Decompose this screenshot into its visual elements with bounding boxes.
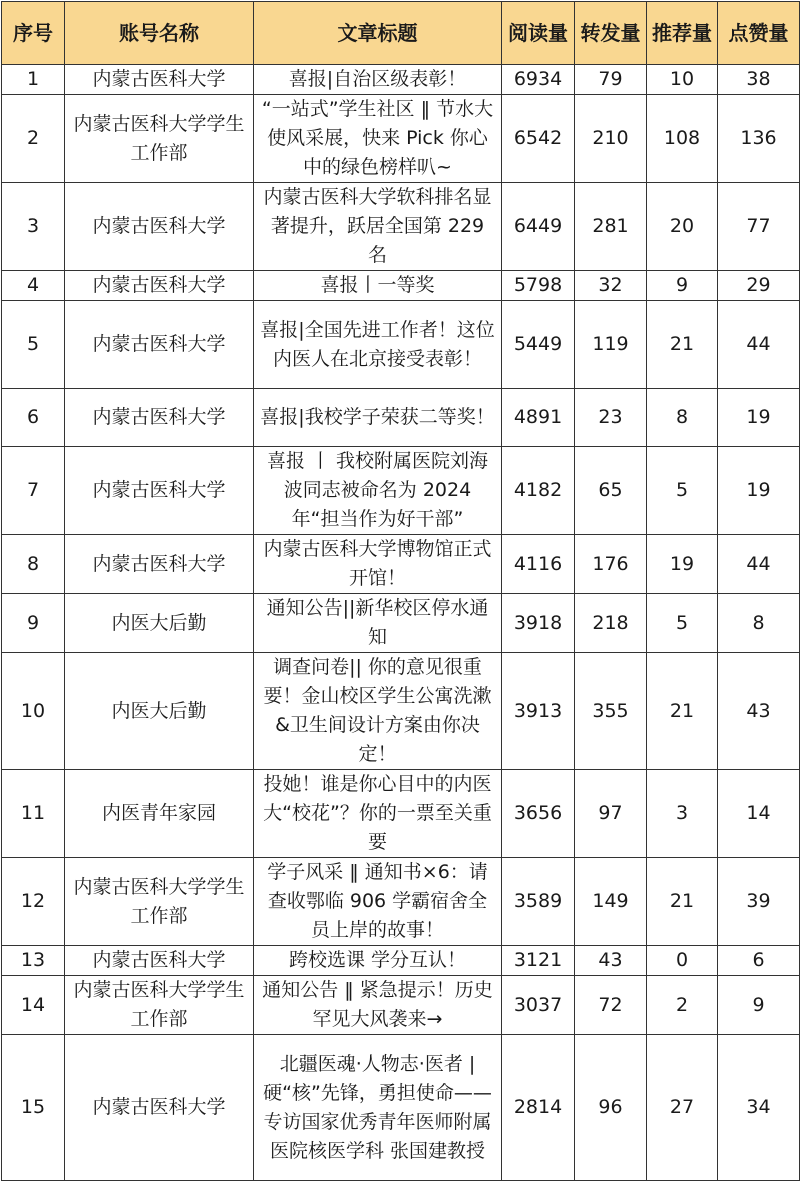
cell-forward: 65 — [575, 447, 647, 535]
cell-recommend: 0 — [647, 946, 718, 976]
cell-forward: 32 — [575, 271, 647, 301]
cell-read: 3656 — [502, 770, 575, 858]
cell-forward: 281 — [575, 183, 647, 271]
cell-no: 10 — [2, 653, 65, 770]
cell-forward: 23 — [575, 389, 647, 447]
cell-title: 喜报 丨 我校附属医院刘海波同志被命名为 2024 年“担当作为好干部” — [254, 447, 502, 535]
cell-account: 内医大后勤 — [65, 594, 254, 653]
cell-forward: 72 — [575, 976, 647, 1035]
cell-no: 9 — [2, 594, 65, 653]
cell-like: 136 — [718, 95, 800, 183]
cell-recommend: 21 — [647, 858, 718, 946]
cell-forward: 97 — [575, 770, 647, 858]
table-row — [2, 946, 800, 976]
ranking-table — [1, 1, 800, 1181]
cell-read: 3918 — [502, 594, 575, 653]
table-row — [2, 183, 800, 271]
cell-recommend: 20 — [647, 183, 718, 271]
cell-like: 29 — [718, 271, 800, 301]
cell-recommend: 8 — [647, 389, 718, 447]
cell-recommend: 2 — [647, 976, 718, 1035]
cell-read: 5449 — [502, 301, 575, 389]
cell-title: 喜报丨一等奖 — [254, 271, 502, 301]
cell-no: 14 — [2, 976, 65, 1035]
cell-title: 通知公告 ‖ 紧急提示！历史罕见大风袭来→ — [254, 976, 502, 1035]
cell-forward: 149 — [575, 858, 647, 946]
table-row — [2, 301, 800, 389]
cell-account: 内蒙古医科大学 — [65, 301, 254, 389]
cell-account: 内医大后勤 — [65, 653, 254, 770]
cell-no: 13 — [2, 946, 65, 976]
cell-recommend: 21 — [647, 653, 718, 770]
cell-no: 15 — [2, 1035, 65, 1181]
cell-read: 3037 — [502, 976, 575, 1035]
cell-recommend: 5 — [647, 447, 718, 535]
cell-like: 44 — [718, 535, 800, 594]
table-row — [2, 858, 800, 946]
table-row — [2, 1035, 800, 1181]
cell-read: 3589 — [502, 858, 575, 946]
cell-read: 2814 — [502, 1035, 575, 1181]
cell-forward: 355 — [575, 653, 647, 770]
cell-read: 4116 — [502, 535, 575, 594]
cell-like: 77 — [718, 183, 800, 271]
table-row — [2, 389, 800, 447]
cell-title: 通知公告||新华校区停水通知 — [254, 594, 502, 653]
cell-forward: 79 — [575, 65, 647, 95]
cell-like: 19 — [718, 389, 800, 447]
cell-forward: 218 — [575, 594, 647, 653]
cell-account: 内蒙古医科大学 — [65, 447, 254, 535]
cell-forward: 96 — [575, 1035, 647, 1181]
cell-no: 4 — [2, 271, 65, 301]
table-row — [2, 976, 800, 1035]
cell-like: 38 — [718, 65, 800, 95]
cell-like: 44 — [718, 301, 800, 389]
cell-account: 内蒙古医科大学 — [65, 271, 254, 301]
cell-read: 6934 — [502, 65, 575, 95]
cell-like: 6 — [718, 946, 800, 976]
cell-read: 3121 — [502, 946, 575, 976]
header-title: 文章标题 — [254, 2, 502, 65]
header-read: 阅读量 — [502, 2, 575, 65]
cell-title: 喜报|全国先进工作者！这位内医人在北京接受表彰！ — [254, 301, 502, 389]
cell-like: 34 — [718, 1035, 800, 1181]
cell-account: 内蒙古医科大学学生工作部 — [65, 95, 254, 183]
cell-title: 北疆医魂·人物志·医者 | 硬“核”先锋，勇担使命——专访国家优秀青年医师附属医院核医学科 张国建教授 — [254, 1035, 502, 1181]
cell-title: 学子风采 ‖ 通知书×6：请查收鄂临 906 学霸宿舍全员上岸的故事！ — [254, 858, 502, 946]
cell-title: 内蒙古医科大学软科排名显著提升，跃居全国第 229 名 — [254, 183, 502, 271]
cell-no: 3 — [2, 183, 65, 271]
cell-account: 内医青年家园 — [65, 770, 254, 858]
cell-forward: 43 — [575, 946, 647, 976]
cell-like: 14 — [718, 770, 800, 858]
table-row — [2, 447, 800, 535]
cell-read: 6449 — [502, 183, 575, 271]
cell-account: 内蒙古医科大学 — [65, 389, 254, 447]
cell-no: 6 — [2, 389, 65, 447]
cell-account: 内蒙古医科大学 — [65, 946, 254, 976]
cell-no: 2 — [2, 95, 65, 183]
cell-no: 7 — [2, 447, 65, 535]
cell-recommend: 19 — [647, 535, 718, 594]
cell-recommend: 3 — [647, 770, 718, 858]
header-no: 序号 — [2, 2, 65, 65]
cell-title: 调查问卷|| 你的意见很重要！金山校区学生公寓洗漱&卫生间设计方案由你决定！ — [254, 653, 502, 770]
header-row — [2, 2, 800, 65]
cell-account: 内蒙古医科大学 — [65, 535, 254, 594]
cell-no: 5 — [2, 301, 65, 389]
cell-account: 内蒙古医科大学 — [65, 183, 254, 271]
cell-like: 39 — [718, 858, 800, 946]
header-forward: 转发量 — [575, 2, 647, 65]
cell-read: 3913 — [502, 653, 575, 770]
cell-account: 内蒙古医科大学学生工作部 — [65, 976, 254, 1035]
cell-recommend: 21 — [647, 301, 718, 389]
table-row — [2, 271, 800, 301]
header-recommend: 推荐量 — [647, 2, 718, 65]
cell-like: 9 — [718, 976, 800, 1035]
cell-no: 12 — [2, 858, 65, 946]
cell-recommend: 10 — [647, 65, 718, 95]
cell-recommend: 5 — [647, 594, 718, 653]
cell-account: 内蒙古医科大学 — [65, 65, 254, 95]
cell-read: 5798 — [502, 271, 575, 301]
cell-title: 喜报|自治区级表彰！ — [254, 65, 502, 95]
cell-like: 19 — [718, 447, 800, 535]
cell-account: 内蒙古医科大学学生工作部 — [65, 858, 254, 946]
cell-no: 8 — [2, 535, 65, 594]
cell-like: 8 — [718, 594, 800, 653]
cell-read: 6542 — [502, 95, 575, 183]
cell-recommend: 9 — [647, 271, 718, 301]
table-row — [2, 535, 800, 594]
table-row — [2, 653, 800, 770]
cell-no: 1 — [2, 65, 65, 95]
cell-recommend: 27 — [647, 1035, 718, 1181]
cell-recommend: 108 — [647, 95, 718, 183]
cell-forward: 176 — [575, 535, 647, 594]
table-row — [2, 770, 800, 858]
cell-no: 11 — [2, 770, 65, 858]
cell-title: 喜报|我校学子荣获二等奖！ — [254, 389, 502, 447]
table-row — [2, 95, 800, 183]
cell-title: 内蒙古医科大学博物馆正式开馆！ — [254, 535, 502, 594]
cell-title: “一站式”学生社区 ‖ 节水大使风采展，快来 Pick 你心中的绿色榜样叭~ — [254, 95, 502, 183]
table-row — [2, 594, 800, 653]
cell-read: 4891 — [502, 389, 575, 447]
header-like: 点赞量 — [718, 2, 800, 65]
cell-title: 跨校选课 学分互认！ — [254, 946, 502, 976]
cell-title: 投她！谁是你心目中的内医大“校花”？你的一票至关重要 — [254, 770, 502, 858]
table-row — [2, 65, 800, 95]
cell-account: 内蒙古医科大学 — [65, 1035, 254, 1181]
cell-like: 43 — [718, 653, 800, 770]
header-account: 账号名称 — [65, 2, 254, 65]
cell-forward: 119 — [575, 301, 647, 389]
cell-read: 4182 — [502, 447, 575, 535]
cell-forward: 210 — [575, 95, 647, 183]
